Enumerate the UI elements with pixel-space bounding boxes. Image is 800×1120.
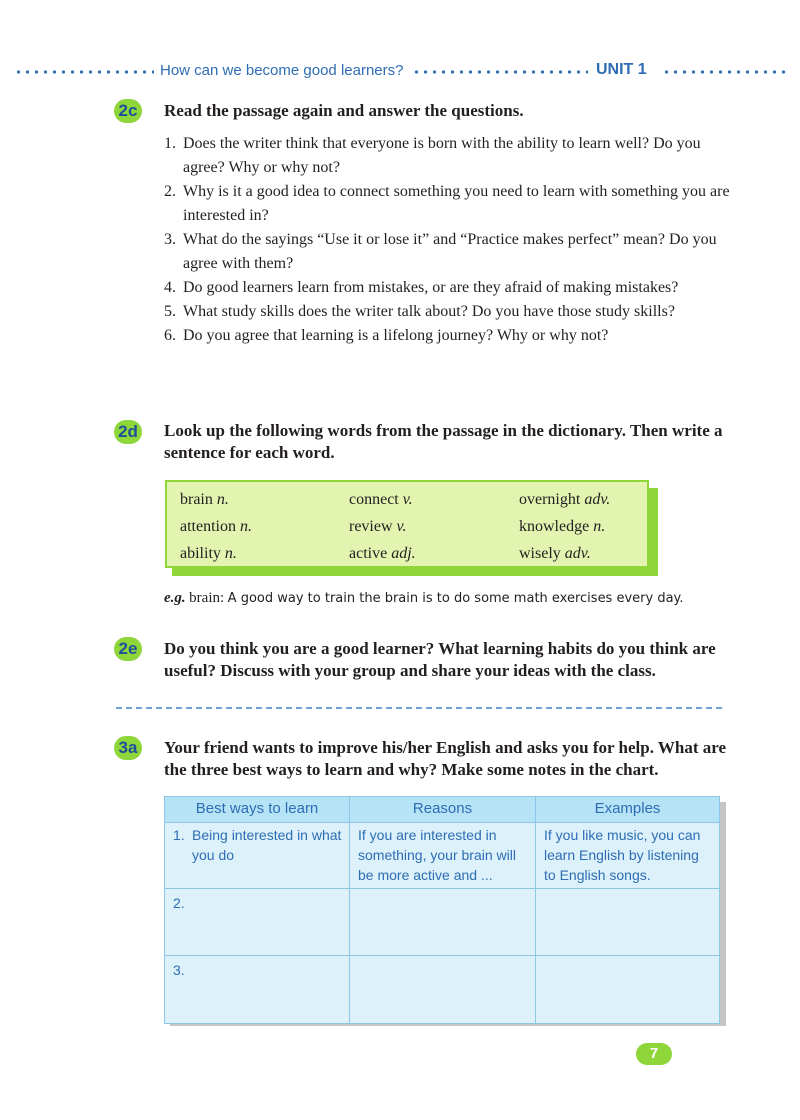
question-number: 6. — [164, 327, 176, 344]
question-text: Do good learners learn from mistakes, or are they afraid of making mistakes? — [183, 279, 679, 296]
question-text: Why is it a good idea to connect something you need to learn with something you are interested in? — [183, 183, 730, 224]
table-cell-reason[interactable] — [358, 960, 528, 1016]
question-number: 5. — [164, 303, 176, 320]
question-item — [164, 228, 734, 276]
row-number: 1. — [173, 827, 185, 843]
instruction-2e: Do you think you are a good learner? What learning habits do you think are useful? Discuss with your group and share your ideas with the class. — [164, 639, 716, 680]
question-item — [164, 180, 734, 228]
header-dots-right — [662, 70, 788, 74]
badge-2c: 2c — [114, 99, 142, 123]
table-cell-way[interactable] — [192, 893, 344, 949]
column-divider — [535, 797, 536, 1023]
vocab-word: overnight adv. — [519, 491, 611, 508]
row-number: 2. — [173, 895, 185, 911]
table-cell-reason[interactable]: If you are interested in something, your brain will be more active and ... — [358, 827, 516, 883]
page-header — [0, 60, 800, 84]
row-divider — [165, 888, 719, 889]
header-dots-left — [14, 70, 154, 74]
example-label: e.g. — [164, 590, 186, 606]
question-text: Do you agree that learning is a lifelong journey? Why or why not? — [183, 327, 609, 344]
example-text: A good way to train the brain is to do some math exercises every day. — [227, 591, 684, 606]
vocab-word: review v. — [349, 518, 407, 535]
table-cell-way[interactable]: Being interested in what you do — [192, 827, 342, 863]
table-cell-example[interactable] — [544, 893, 714, 949]
unit-label: UNIT 1 — [596, 61, 647, 78]
badge-2d: 2d — [114, 420, 142, 444]
badge-3a: 3a — [114, 736, 142, 760]
column-header: Best ways to learn — [195, 800, 319, 817]
question-number: 1. — [164, 135, 176, 152]
badge-2e: 2e — [114, 637, 142, 661]
instruction-2d: Look up the following words from the passage in the dictionary. Then write a sentence for each word. — [164, 421, 723, 462]
vocab-word: connect v. — [349, 491, 413, 508]
vocab-word: brain n. — [180, 491, 229, 508]
question-number: 3. — [164, 231, 176, 248]
question-item — [164, 132, 734, 180]
vocab-word: attention n. — [180, 518, 252, 535]
row-divider — [165, 955, 719, 956]
question-text: Does the writer think that everyone is born with the ability to learn well? Do you agree? Why or why not? — [183, 135, 701, 176]
table-cell-example[interactable] — [544, 960, 714, 1016]
instruction-3a: Your friend wants to improve his/her English and asks you for help. What are the three best ways to learn and why? Make some notes in the chart. — [164, 738, 727, 779]
vocab-word: wisely adv. — [519, 545, 591, 562]
notes-table — [164, 796, 720, 1024]
column-divider — [349, 797, 350, 1023]
table-cell-way[interactable] — [192, 960, 344, 1016]
instruction-2c: Read the passage again and answer the questions. — [164, 101, 524, 120]
page-number: 7 — [636, 1043, 672, 1065]
vocab-word: active adj. — [349, 545, 416, 562]
table-cell-reason[interactable] — [358, 893, 528, 949]
word-box — [165, 480, 649, 568]
section-divider — [116, 707, 722, 709]
vocab-word: knowledge n. — [519, 518, 606, 535]
question-number: 2. — [164, 183, 176, 200]
column-header: Examples — [594, 800, 661, 817]
column-header: Reasons — [412, 800, 473, 817]
question-list — [164, 132, 734, 348]
question-number: 4. — [164, 279, 176, 296]
row-divider — [165, 822, 719, 823]
question-item — [164, 276, 734, 300]
question-text: What study skills does the writer talk about? Do you have those study skills? — [183, 303, 675, 320]
example-sentence — [164, 590, 684, 607]
vocab-word: ability n. — [180, 545, 237, 562]
header-title: How can we become good learners? — [160, 62, 404, 79]
example-headword: brain: — [189, 590, 225, 606]
question-item — [164, 300, 734, 324]
row-number: 3. — [173, 962, 185, 978]
header-dots-middle — [412, 70, 588, 74]
table-cell-example[interactable]: If you like music, you can learn English by listening to English songs. — [544, 827, 701, 883]
question-item — [164, 324, 734, 348]
question-text: What do the sayings “Use it or lose it” and “Practice makes perfect” mean? Do you agree with them? — [183, 231, 717, 272]
